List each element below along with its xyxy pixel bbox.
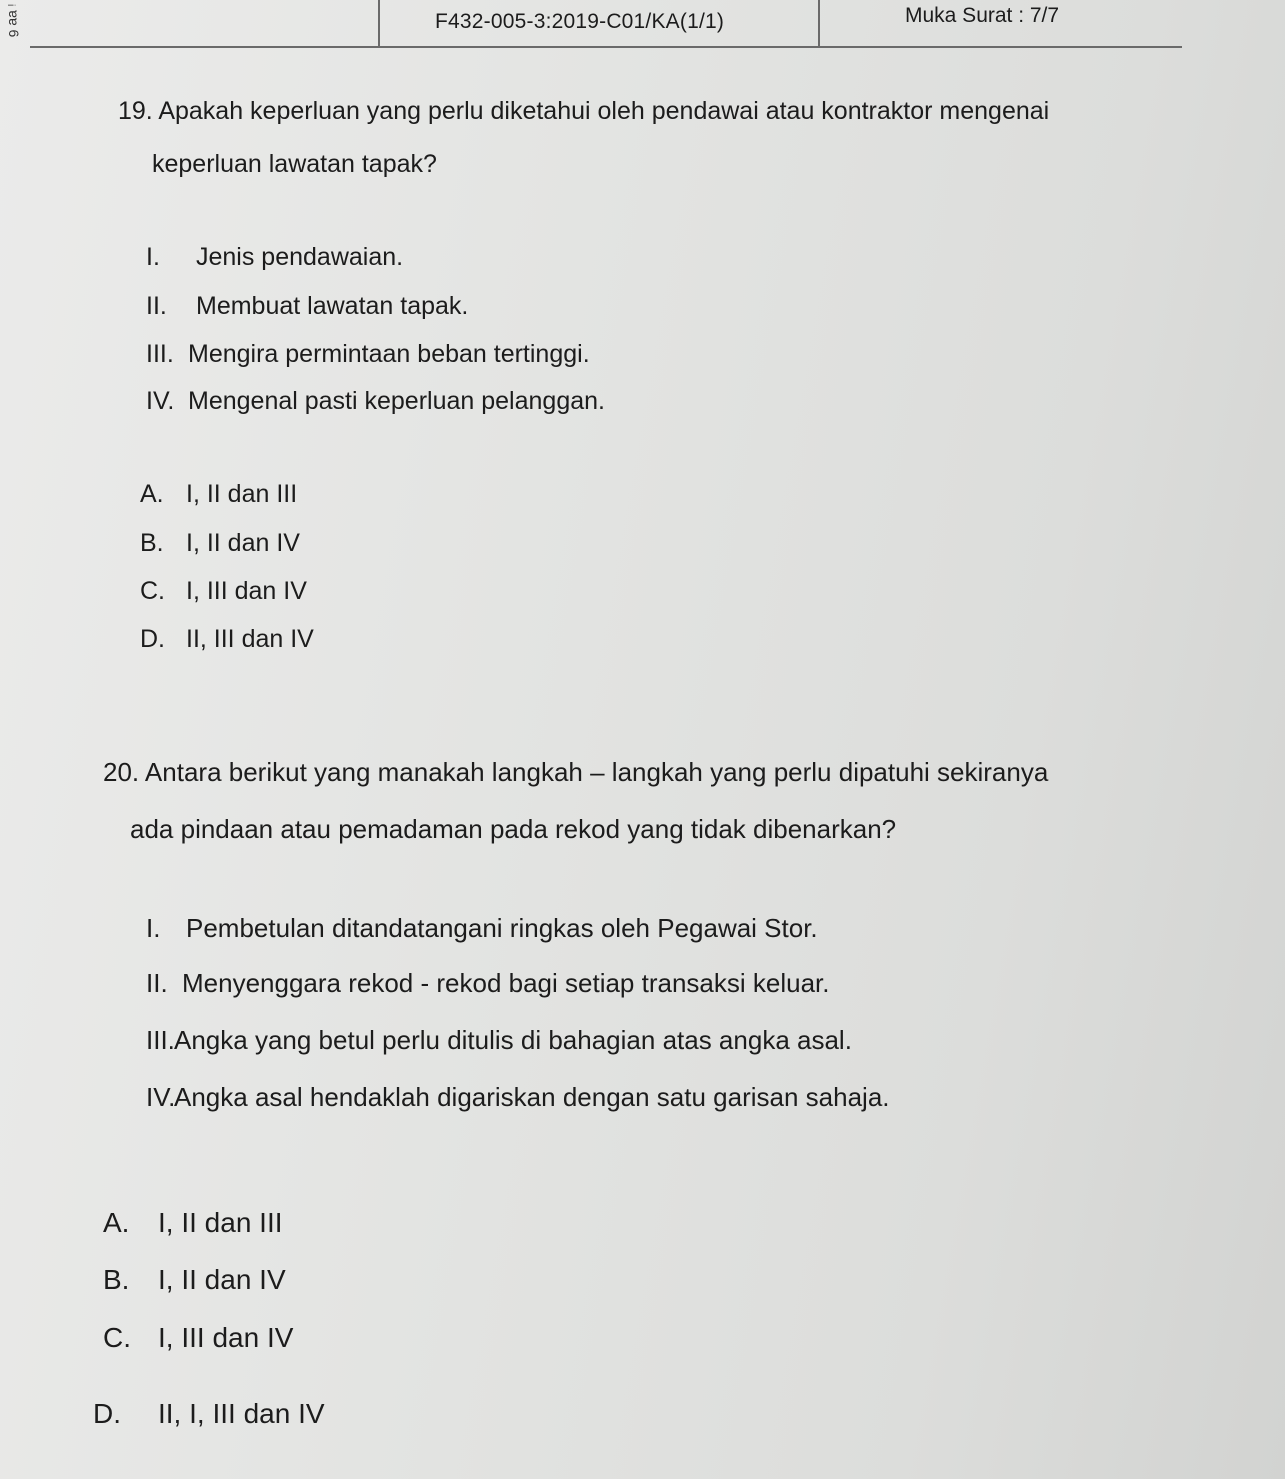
statement-number: I. <box>146 243 160 271</box>
statement-number: I. <box>146 913 161 943</box>
edge-text: ᵢ ɐɐ 6 <box>6 4 22 38</box>
answer-option-a[interactable] <box>103 1207 283 1239</box>
statement-text: Mengira permintaan beban tertinggi. <box>188 340 590 368</box>
statement-text: Angka yang betul perlu ditulis di bahagian atas angka asal. <box>174 1025 852 1055</box>
question-line: 20. Antara berikut yang manakah langkah – langkah yang perlu dipatuhi sekiranya <box>103 757 1049 787</box>
document-code: F432-005-3:2019-C01/KA(1/1) <box>435 10 725 33</box>
option-text: I, II dan IV <box>158 1264 286 1295</box>
option-text: I, III dan IV <box>186 577 307 605</box>
header-divider <box>818 0 820 46</box>
statement-text: Angka asal hendaklah digariskan dengan satu garisan sahaja. <box>174 1082 890 1112</box>
statement-text: Menyenggara rekod - rekod bagi setiap transaksi keluar. <box>182 968 830 998</box>
option-letter: B. <box>140 529 164 557</box>
statement-number: II. <box>146 292 167 320</box>
option-text: I, II dan III <box>158 1207 283 1238</box>
question-line: keperluan lawatan tapak? <box>152 150 437 178</box>
statement-number: IV. <box>146 387 175 415</box>
answer-option-b[interactable] <box>140 529 300 558</box>
option-letter: D. <box>140 625 165 653</box>
answer-option-d[interactable] <box>93 1398 325 1430</box>
option-text: I, II dan III <box>186 480 298 508</box>
option-letter: A. <box>103 1207 130 1238</box>
statement-number: III. <box>146 1025 175 1055</box>
answer-option-c[interactable] <box>140 577 307 606</box>
page-header <box>30 0 1182 48</box>
answer-option-b[interactable] <box>103 1264 286 1296</box>
statement-item <box>146 968 829 999</box>
statement-number: III. <box>146 340 174 368</box>
statement-number: II. <box>146 968 168 998</box>
answer-option-a[interactable] <box>140 480 297 509</box>
statement-item <box>146 913 818 944</box>
option-text: I, II dan IV <box>186 529 300 557</box>
statement-text: Jenis pendawaian. <box>196 243 404 271</box>
statement-text: Membuat lawatan tapak. <box>196 292 469 320</box>
option-letter: C. <box>103 1322 131 1353</box>
option-text: I, III dan IV <box>158 1322 294 1353</box>
answer-option-c[interactable] <box>103 1322 293 1354</box>
option-text: II, III dan IV <box>186 625 314 653</box>
question-line: 19. Apakah keperluan yang perlu diketahui oleh pendawai atau kontraktor mengenai <box>118 97 1050 125</box>
answer-option-d[interactable] <box>140 625 314 654</box>
statement-item <box>146 387 605 416</box>
option-letter: C. <box>140 577 165 605</box>
question-line: ada pindaan atau pemadaman pada rekod yang tidak dibenarkan? <box>130 814 897 844</box>
statement-item <box>146 243 403 272</box>
statement-item <box>146 340 590 369</box>
statement-item <box>146 1082 890 1113</box>
option-letter: B. <box>103 1264 130 1295</box>
header-divider <box>378 0 380 46</box>
statement-text: Mengenal pasti keperluan pelanggan. <box>188 387 605 415</box>
option-letter: A. <box>140 480 164 508</box>
statement-text: Pembetulan ditandatangani ringkas oleh Pegawai Stor. <box>186 913 818 943</box>
statement-item <box>146 292 468 321</box>
option-letter: D. <box>93 1398 121 1429</box>
option-text: II, I, III dan IV <box>158 1398 325 1429</box>
statement-number: IV. <box>146 1082 176 1112</box>
page-number: Muka Surat : 7/7 <box>905 4 1060 27</box>
statement-item <box>146 1025 852 1056</box>
